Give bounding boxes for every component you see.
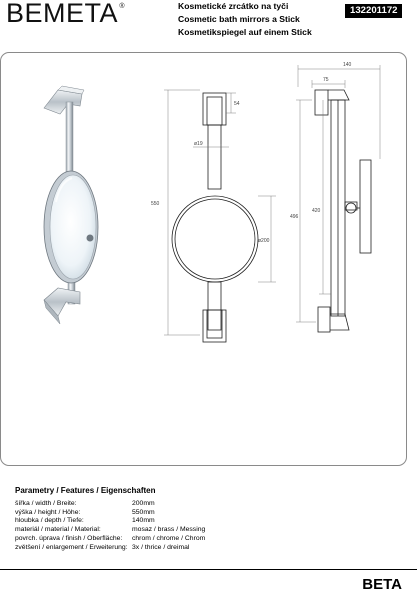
param-value: 3x / thrice / dreimal <box>132 543 190 551</box>
product-titles <box>178 0 312 39</box>
param-row-material <box>15 526 205 535</box>
param-value: 550mm <box>132 508 155 516</box>
param-row-width <box>15 500 205 509</box>
dim-rod-diameter: ø19 <box>194 141 203 147</box>
dim-rod-length: 420 <box>312 208 321 214</box>
footer-divider <box>0 569 417 570</box>
dim-mount-spacing: 496 <box>290 214 299 220</box>
dim-total-depth: 140 <box>343 62 352 68</box>
dim-mirror-diameter: ø200 <box>258 238 270 244</box>
dim-total-height: 550 <box>151 201 160 207</box>
param-value: 140mm <box>132 517 155 525</box>
param-value: 200mm <box>132 500 155 507</box>
registered-mark: ® <box>119 3 126 10</box>
series-name: BETA <box>362 576 402 593</box>
param-row-depth <box>15 517 205 526</box>
param-label: povrch. úprava / finish / Oberfläche: <box>15 534 123 542</box>
side-view-drawing <box>315 90 371 332</box>
title-german: Kosmetikspiegel auf einem Stick <box>178 27 312 37</box>
product-code-badge: 132201172 <box>345 4 402 18</box>
title-english: Cosmetic bath mirrors a Stick <box>178 14 300 24</box>
front-view-drawing <box>172 93 258 342</box>
param-label: materiál / material / Material: <box>15 526 101 534</box>
param-row-enlargement <box>15 544 205 553</box>
param-label: šířka / width / Breite: <box>15 500 77 507</box>
param-label: hloubka / depth / Tiefe: <box>15 517 84 525</box>
product-photo <box>44 86 98 324</box>
dim-arm-depth: 75 <box>323 77 329 83</box>
parameters-table <box>15 500 205 552</box>
brand-logo-text: BEMETA <box>6 0 119 28</box>
param-row-height <box>15 509 205 518</box>
brand-logo <box>6 0 126 29</box>
param-label: výška / height / Höhe: <box>15 508 81 516</box>
parameters-heading: Parametry / Features / Eigenschaften <box>15 486 156 495</box>
technical-drawings <box>0 52 417 466</box>
param-label: zvětšení / enlargement / Erweiterung: <box>15 543 128 551</box>
param-value: mosaz / brass / Messing <box>132 526 206 534</box>
title-czech: Kosmetické zrcátko na tyči <box>178 1 289 11</box>
dim-bracket-height: 54 <box>234 101 240 107</box>
param-value: chrom / chrome / Chrom <box>132 534 206 542</box>
param-row-finish <box>15 535 205 544</box>
